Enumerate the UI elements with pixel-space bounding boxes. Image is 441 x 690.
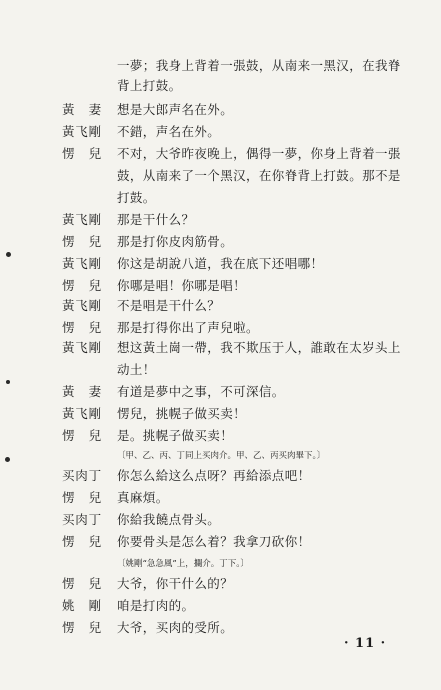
dialogue-line: 大爷，买肉的受所。 xyxy=(117,620,234,635)
speaker-name: 愣 兒 xyxy=(62,278,102,293)
speaker-name: 黃飞剛 xyxy=(62,340,102,355)
speaker-name: 黃飞剛 xyxy=(62,124,102,139)
dialogue-line: 一夢；我身上背着一張鼓，从南来一黑汉，在我脊 xyxy=(117,58,401,73)
dialogue-line: 背上打鼓。 xyxy=(117,78,182,93)
dialogue-line: 想是大郎声名在外。 xyxy=(117,102,234,117)
margin-dot xyxy=(6,380,10,384)
speaker-name: 黃飞剛 xyxy=(62,256,102,271)
dialogue-line: 你哪是唱！你哪是唱！ xyxy=(117,278,247,293)
dialogue-line: 鼓，从南来了一个黑汉，在你脊背上打鼓。那不是 xyxy=(117,168,401,183)
dialogue-line: 你給我饒点骨头。 xyxy=(117,512,221,527)
speaker-name: 黃 妻 xyxy=(62,102,102,117)
dialogue-line: 那是打你皮肉筋骨。 xyxy=(117,234,234,249)
dialogue-line: 是。挑幌子做买卖！ xyxy=(117,428,234,443)
dialogue-line: 愣兒，挑幌子做买卖！ xyxy=(117,406,247,421)
page-number: · 11 · xyxy=(344,636,387,651)
dialogue-line: 不錯，声名在外。 xyxy=(117,124,221,139)
speaker-name: 愣 兒 xyxy=(62,576,102,591)
dialogue-line: 大爷，你干什么的？ xyxy=(117,576,234,591)
dialogue-line: 那是打得你出了声兒啦。 xyxy=(117,320,259,335)
stage-direction: 〔姚剛“急急風”上，攔介。丁下。〕 xyxy=(117,559,249,569)
stage-direction: 〔甲、乙、丙、丁同上买肉介。甲、乙、丙买肉畢下。〕 xyxy=(117,451,326,461)
speaker-name: 愣 兒 xyxy=(62,428,102,443)
speaker-name: 黃飞剛 xyxy=(62,212,102,227)
dialogue-line: 你怎么給这么点呀？再給添点吧！ xyxy=(117,468,311,483)
speaker-name: 愣 兒 xyxy=(62,534,102,549)
dialogue-line: 想这黃土崗一帶，我不欺压于人，誰敢在太岁头上 xyxy=(117,340,401,355)
margin-dot xyxy=(5,457,10,462)
speaker-name: 愣 兒 xyxy=(62,320,102,335)
dialogue-line: 不是唱是干什么？ xyxy=(117,298,221,313)
dialogue-line: 真麻煩。 xyxy=(117,490,169,505)
dialogue-line: 打鼓。 xyxy=(117,190,156,205)
speaker-name: 买肉丁 xyxy=(62,512,102,527)
speaker-name: 黃 妻 xyxy=(62,384,102,399)
margin-dot xyxy=(6,252,11,257)
speaker-name: 黃飞剛 xyxy=(62,406,102,421)
dialogue-line: 那是干什么？ xyxy=(117,212,195,227)
dialogue-line: 你要骨头是怎么着？我拿刀砍你！ xyxy=(117,534,311,549)
dialogue-line: 你这是胡說八道，我在底下还唱哪！ xyxy=(117,256,324,271)
speaker-name: 黃飞剛 xyxy=(62,298,102,313)
dialogue-line: 有道是夢中之事，不可深信。 xyxy=(117,384,285,399)
speaker-name: 愣 兒 xyxy=(62,620,102,635)
dialogue-line: 动土！ xyxy=(117,362,156,377)
dialogue-line: 不对，大爷昨夜晚上，偶得一夢，你身上背着一張 xyxy=(117,146,401,161)
speaker-name: 愣 兒 xyxy=(62,234,102,249)
dialogue-line: 咱是打肉的。 xyxy=(117,598,195,613)
speaker-name: 买肉丁 xyxy=(62,468,102,483)
speaker-name: 姚 剛 xyxy=(62,598,102,613)
speaker-name: 愣 兒 xyxy=(62,146,102,161)
speaker-name: 愣 兒 xyxy=(62,490,102,505)
